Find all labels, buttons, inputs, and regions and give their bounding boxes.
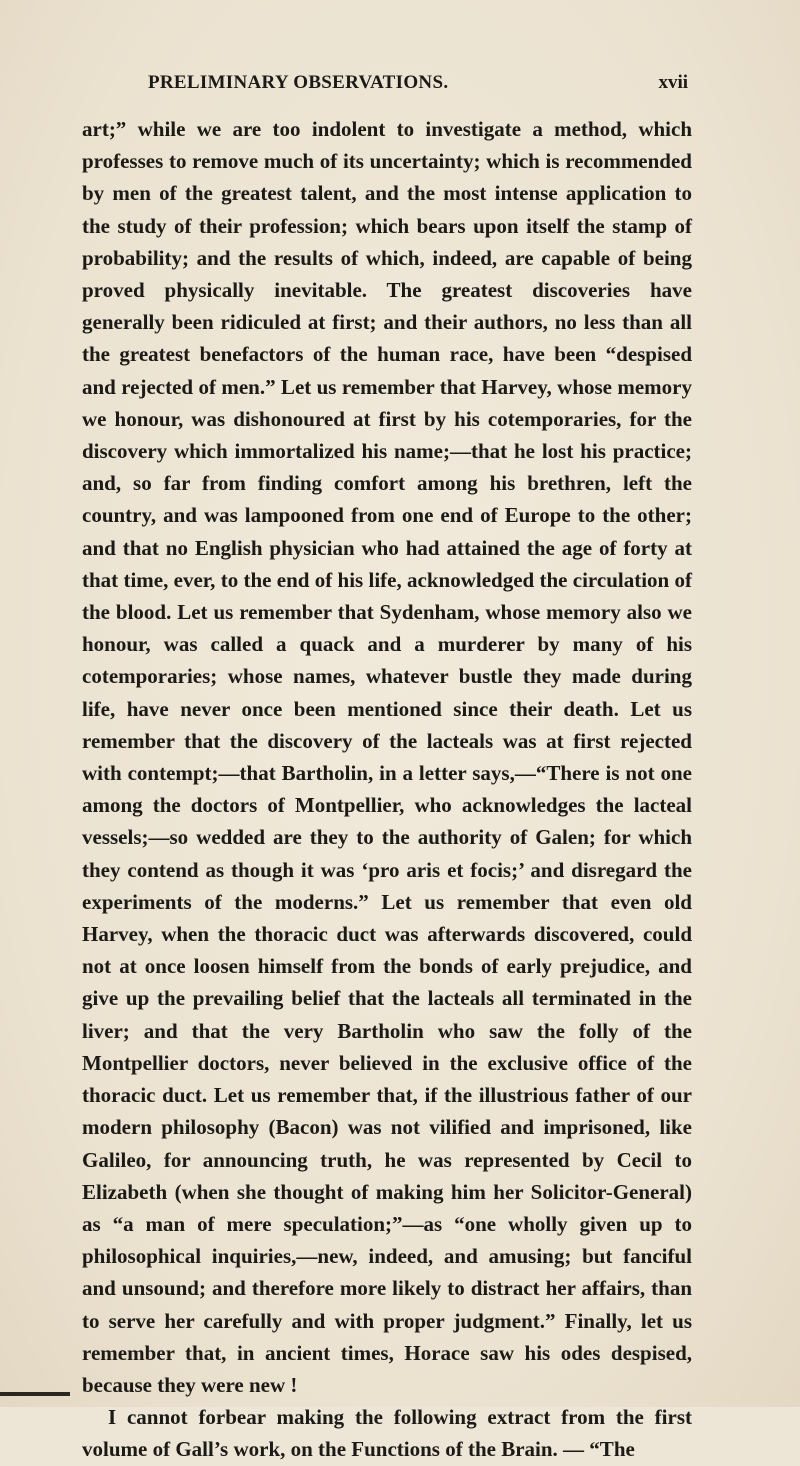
running-header xyxy=(148,72,688,102)
paragraph-extract-intro: I cannot forbear making the following extract from the first volume of Gall’s work, on the Functions of the Brain. — “The xyxy=(82,1405,692,1462)
page-edge-mark xyxy=(0,1392,70,1396)
running-title: PRELIMINARY OBSERVATIONS. xyxy=(148,72,449,93)
body-text xyxy=(82,113,692,1466)
paragraph-main: art;” while we are too indolent to investigate a method, which professes to remove much of its uncertainty; which is recommended by men of the greatest talent, and the most intense application to the study of their profession; which bears upon itself the stamp of probability; and the results of which, indeed, are capable of being proved physically inevitable. The greatest discoveries have generally been ridiculed at first; and their authors, no less than all the greatest benefactors of the human race, have been “despised and rejected of men.” Let us remember that Harvey, whose memory we honour, was dishonoured at first by his cotemporaries, for the discovery which immortalized his name;—that he lost his practice; and, so far from finding comfort among his brethren, left the country, and was lampooned from one end of Europe to the other; and that no English physician who had attained the age of forty at that time, ever, to the end of his life, acknowledged the circulation of the blood. Let us remember that Sydenham, whose memory also we honour, was called a quack and a murderer by many of his cotemporaries; whose names, whatever bustle they made during life, have never once been mentioned since their death. Let us remember that the discovery of the lacteals was at first rejected with contempt;—that Bartholin, in a letter says,—“There is not one among the doctors of Montpellier, who acknowledges the lacteal vessels;—so wedded are they to the authority of Galen; for which they contend as though it was ‘pro aris et focis;’ and disregard the experiments of the moderns.” Let us remember that even old Harvey, when the thoracic duct was afterwards discovered, could not at once loosen himself from the bonds of early prejudice, and give up the prevailing belief that the lacteals all terminated in the liver; and that the very Bartholin who saw the folly of the Montpellier doctors, never believed in the exclusive office of the thoracic duct. Let us remember that, if the illustrious father of our modern philosophy (Bacon) was not vilified and imprisoned, like Galileo, for announcing truth, he was represented by Cecil to Elizabeth (when she thought of making him her Solicitor-General) as “a man of mere speculation;”—as “one wholly given up to philosophical inquiries,—new, indeed, and amusing; but fanciful and unsound; and therefore more likely to distract her affairs, than to serve her carefully and with proper judgment.” Finally, let us remember that, in ancient times, Horace saw his odes despised, because they were new ! xyxy=(82,117,692,1397)
page-number: xvii xyxy=(658,72,688,93)
